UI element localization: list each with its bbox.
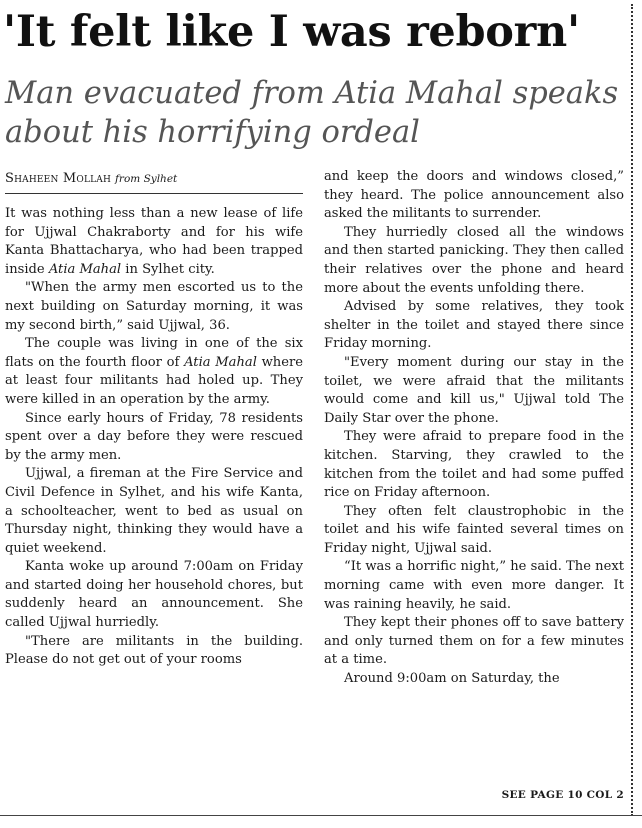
article-paragraph: Since early hours of Friday, 78 residents spent over a day before they were rescued by the army men. — [5, 410, 303, 463]
article-paragraph: Around 9:00am on Saturday, the — [344, 671, 560, 687]
article-paragraph: "Every moment during our stay in the toilet, we were afraid that the militants would come and kill us," Ujjwal told The Daily Star over the phone. — [324, 354, 624, 426]
column-separator — [631, 4, 633, 816]
article-paragraph: "There are militants in the building. Please do not get out of your rooms — [5, 633, 303, 668]
bottom-rule — [0, 815, 642, 816]
article-paragraph: It was nothing less than a new lease of life for Ujjwal Chakraborty and for his wife Kanta Bhattacharya, who had been trapped inside Atia Mahal in Sylhet city. — [5, 206, 303, 277]
continuation-note: SEE PAGE 10 COL 2 — [501, 789, 624, 801]
article-paragraph: They hurriedly closed all the windows and then started panicking. They then called their relatives over the phone and heard more about the events unfolding there. — [324, 224, 624, 296]
byline-location: from Sylhet — [115, 173, 178, 185]
article-paragraph: "When the army men escorted us to the next building on Saturday morning, it was my second birth,” said Ujjwal, 36. — [5, 280, 303, 333]
article-paragraph: Advised by some relatives, they took shelter in the toilet and stayed there since Friday morning. — [324, 299, 624, 352]
italic-place-name: Atia Mahal — [48, 261, 122, 277]
article-column-left — [5, 205, 303, 670]
headline: 'It felt like I was reborn' — [3, 7, 580, 57]
article-paragraph: “It was a horrific night,” he said. The next morning came with even more danger. It was raining heavily, he said. — [324, 559, 624, 612]
article-paragraph: and keep the doors and windows closed,” they heard. The police announcement also asked the militants to surrender. — [324, 169, 624, 222]
article-paragraph: Ujjwal, a fireman at the Fire Service and Civil Defence in Sylhet, and his wife Kanta, a schoolteacher, went to bed as usual on Thursday night, thinking they would have a quiet weekend. — [5, 466, 303, 556]
article-paragraph: They often felt claustrophobic in the toilet and his wife fainted several times on Friday night, Ujjwal said. — [324, 503, 624, 556]
article-column-right — [324, 168, 624, 689]
italic-place-name: Atia Mahal — [184, 354, 257, 370]
subheadline: Man evacuated from Atia Mahal speaks about his horrifying ordeal — [5, 76, 619, 150]
article-paragraph: The couple was living in one of the six flats on the fourth floor of Atia Mahal where at least four militants had holed up. They were killed in an operation by the army. — [5, 336, 304, 407]
article-paragraph: They kept their phones off to save battery and only turned them on for a few minutes at a time. — [324, 615, 624, 668]
article-paragraph: They were afraid to prepare food in the kitchen. Starving, they crawled to the kitchen from the toilet and had some puffed rice on Friday afternoon. — [324, 429, 624, 501]
byline — [5, 170, 303, 194]
byline-author: Shaheen Mollah — [5, 171, 112, 186]
article-paragraph: Kanta woke up around 7:00am on Friday and started doing her household chores, but suddenly heard an announcement. She called Ujjwal hurriedly. — [5, 559, 303, 631]
